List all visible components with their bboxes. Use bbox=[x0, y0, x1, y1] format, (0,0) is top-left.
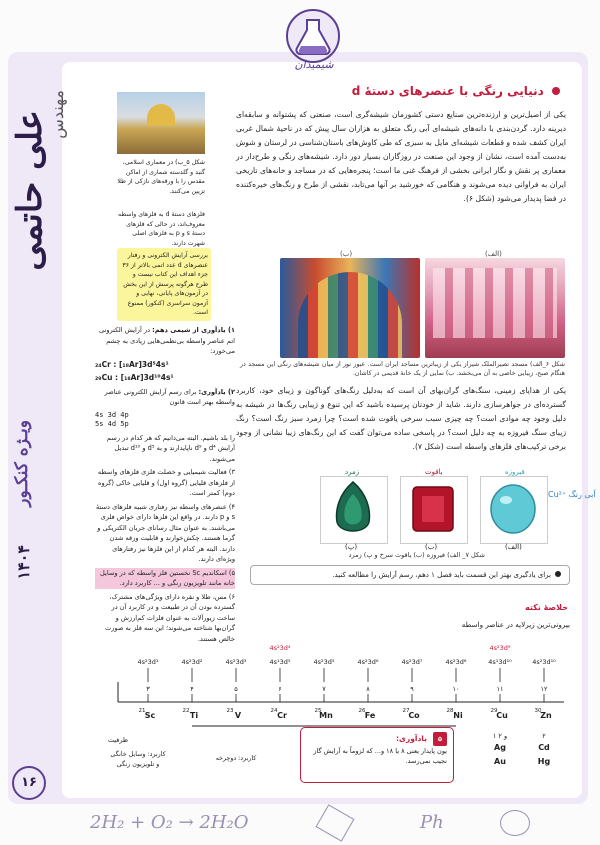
reminder2-more: را بلد باشیم. البته می‌دانیم که هر کدام در رسم آرایش d⁴ و d⁹ ناپایدارند و به d⁵ و d¹⁰ تبدیل می‌شوند. bbox=[106, 433, 235, 463]
group-number: ۹ bbox=[410, 685, 414, 693]
title-bullet-icon bbox=[552, 87, 560, 95]
exception-config-cu: 4s²3d⁹ bbox=[489, 644, 511, 652]
group-number: ۷ bbox=[322, 685, 326, 693]
element-ag: Ag bbox=[494, 743, 506, 752]
reminder-notes bbox=[95, 325, 235, 647]
photo-label-b: (ب) bbox=[340, 250, 353, 258]
config-label: 4s²3d⁶ bbox=[357, 658, 379, 666]
gems-paragraph: یکی از هدایای زمینی، سنگ‌های گران‌بهای آن است که به‌دلیل رنگ‌های گوناگون و زیبای خود، کاربرد گسترده‌ای در جواهرسازی دارند. شاید از خودتان پرسیده باشید که این تنوع و زیبایی رنگ‌ها در شیشه به دلیل وجود چه موادی است؟ چه چیزی سبب سرخی یاقوت شده است؟ چرا زمرد سبز رنگ است؟ رنگ زیبای سنگ فیروزه به چه دلیل است؟ در پاسخی ساده می‌توان گفت که این رنگ‌های زیبا نشانی از وجود برخی ترکیب‌های فلزهای واسطه است (شکل ۷). bbox=[236, 386, 566, 451]
atomic-number: 24 bbox=[270, 708, 278, 714]
group-number: ۶ bbox=[278, 685, 282, 693]
reminder5: ۵) اسکاندیم Sc نخستین فلز واسطه که در وسایل خانه مانند تلویزیون رنگی و ... کاربرد دارد. bbox=[95, 568, 235, 589]
phenyl-label: Ph bbox=[420, 812, 444, 833]
section-title-text: دنیایی رنگی با عنصرهای دستهٔ d bbox=[351, 84, 544, 98]
reminder-box-text: یون پایدار یعنی ۸ یا ۱۸ و... که لزوماً به آرایش گاز نجیب نمی‌رسد. bbox=[313, 747, 447, 765]
reminder1-title: ۱) یادآوری از شیمی دهم: bbox=[152, 326, 235, 334]
config-label: 4s¹3d¹⁰ bbox=[488, 658, 512, 666]
cu-ion-label: Cu²⁺ آبی رنگ bbox=[548, 490, 596, 499]
element-symbol: V bbox=[234, 711, 242, 720]
atomic-number: 27 bbox=[402, 708, 410, 714]
element-symbol: Co bbox=[408, 711, 420, 720]
reminder-box bbox=[300, 727, 454, 783]
cr-config: ₂₄Cr : [₁₈Ar]3d⁵4s¹ bbox=[95, 359, 169, 369]
note-bullet-icon bbox=[555, 571, 561, 577]
reminder1-text: در آرایش الکترونی اتم عناصر واسطه بی‌نظمی‌هایی زیادی به چشم می‌خورد: bbox=[99, 326, 235, 355]
reminder-box-title: یادآوری: bbox=[396, 734, 427, 743]
cu-config: ₂₉Cu : [₁₈Ar]3d¹⁰4s¹ bbox=[95, 373, 174, 382]
hint-line: بیرونی‌ترین زیرلایه در عناصر واسطه bbox=[461, 620, 570, 629]
molecule-icon bbox=[500, 810, 530, 836]
reminder2-title: ۲) یادآوری: bbox=[198, 387, 235, 396]
config-label: 4s²3d³ bbox=[225, 658, 247, 666]
atomic-number: 22 bbox=[182, 708, 190, 714]
atomic-number: 26 bbox=[358, 708, 366, 714]
config-label: 4s²3d⁵ bbox=[313, 658, 335, 666]
config-label: 4s²3d⁷ bbox=[401, 658, 423, 666]
gem-label-b: (ب) bbox=[425, 543, 438, 551]
author-role: مهندس bbox=[48, 90, 67, 139]
nasir-mosque-photo bbox=[425, 258, 565, 358]
sc-use-line1: کاربرد: وسایل خانگی bbox=[110, 751, 166, 758]
kashan-window-photo bbox=[280, 258, 420, 358]
photo-label-a: (الف) bbox=[485, 250, 502, 258]
ruby-gem-icon bbox=[410, 484, 456, 534]
ti-use: کاربرد: دوچرخه bbox=[215, 755, 257, 762]
atomic-number: 30 bbox=[534, 708, 542, 714]
gem-name-turquoise: فیروزه bbox=[505, 468, 525, 476]
flask-logo-icon bbox=[283, 6, 343, 66]
study-note-box bbox=[250, 565, 570, 585]
atomic-number: 21 bbox=[138, 708, 146, 714]
element-hg: Hg bbox=[537, 757, 551, 766]
page-number: ۱۶ bbox=[12, 766, 46, 800]
element-symbol: Ni bbox=[453, 711, 463, 720]
atomic-number: 23 bbox=[226, 708, 234, 714]
hint-title: خلاصهٔ نکته bbox=[525, 603, 568, 612]
atomic-number: 29 bbox=[490, 708, 498, 714]
reminder2-text: برای رسم آرایش الکترونی عناصر واسطه بهتر است قانون bbox=[104, 387, 235, 406]
reminder4: ۴) عنصرهای واسطه نیز رفتاری شبیه فلزهای دستهٔ s و p دارند. در واقع این فلزها دارای خواص فلزی می‌باشند. به عنوان مثال رسانای جریان الکتریکی و گرما هستند. چکش‌خوارند و قابلیت ورقه شدن دارند. البته هر کدام از این فلزها نیز رفتارهای ویژه‌ای دارند. bbox=[96, 502, 235, 563]
side-warning-note: بررسی آرایش الکترونی و رفتار عنصرهای d عدد اتمی بالاتر از ۳۶ جزء اهداف این کتاب نیست و طرح هرگونه پرسش از این بخش در آزمون‌های پایانی، نهایی و آزمون سراسری (کنکور) ممنوع است. bbox=[117, 248, 211, 321]
element-symbol: Sc bbox=[144, 711, 156, 720]
sc-use-line2: و تلویزیون رنگی bbox=[116, 761, 160, 768]
config-label: 4s²3d² bbox=[181, 658, 203, 666]
intro-paragraph: یکی از اصیل‌ترین و ارزنده‌ترین صنایع دستی کشورمان شیشه‌گری است، صنعتی که پشتوانه و سابقه‌ای دیرینه دارد. گردن‌بندی با دانه‌های شیشه‌ای آبی رنگ متعلق به هزاران سال پیش که در ناحیهٔ شمال غربی ایران کشف شده و قطعات شیشه‌ای مایل به سبزی که طی کاوش‌های باستان‌شناسی در لرستان و شوش به‌دست آمده است، نشان از وجود این صنعت در روزگاران بسیار دور دارد. شیشه‌های رنگی و طرح‌دار در معماری پر نقش و نگار ایرانی بخشی از فرهنگ غنی ما است؛ پنجره‌هایی که در مساجد و خانه‌های تاریخی ایران به فراوانی دیده می‌شوند و هنگامی که خورشید بر آنها می‌تابد، نقشی از طرح و رنگ‌های خیره‌کننده در فضا پدیدار می‌شود (شکل ۶). bbox=[236, 110, 566, 203]
figure7-caption: شکل ۷_ الف) فیروزه (ب) یاقوت سرخ و پ) زمرد bbox=[348, 551, 485, 559]
section-title bbox=[350, 84, 560, 98]
group-number: ۱۱ bbox=[496, 685, 504, 693]
study-note-text: برای یادگیری بهتر این قسمت باید فصل ۱ دهم، رسم آرایش را مطالعه کنید. bbox=[332, 571, 551, 579]
atomic-number: 28 bbox=[446, 708, 454, 714]
figure5-caption: شکل ۵_ب) در معماری اسلامی، گنبد و گلدسته شماری از اماکن مقدس را با ورقه‌های نازکی از طلا تزیین می‌کنند. bbox=[117, 159, 205, 195]
bottom-decoration bbox=[70, 806, 590, 842]
turquoise-gem-icon bbox=[488, 482, 538, 536]
config-label: 4s²3d¹ bbox=[137, 658, 159, 666]
element-symbol: Mn bbox=[319, 711, 333, 720]
water-formula: 2H₂ + O₂ → 2H₂O bbox=[90, 812, 249, 833]
element-au: Au bbox=[494, 757, 506, 766]
gem-name-emerald: زمرد bbox=[345, 468, 360, 476]
zn-charge-note: ۲ bbox=[542, 732, 546, 740]
group-number: ۸ bbox=[366, 685, 370, 693]
subshell-row-2: 5s 4d 5p bbox=[95, 419, 129, 428]
element-symbol: Ti bbox=[189, 711, 199, 720]
reminder-number: ۵ bbox=[433, 732, 447, 746]
emerald-gem-icon bbox=[333, 480, 373, 538]
element-symbol: Cr bbox=[277, 711, 287, 720]
group-number: ۱۲ bbox=[540, 685, 548, 693]
reminder6: ۶) مس، طلا و نقره دارای ویژگی‌های مشترک، گسترده بودن آن در طبیعت و در کاربرد آن در ساخت زیورآلات به عنوان فلزات کم‌ارزش و گران‌بها شناخته می‌شوند؛ این سه فلز به صورت خالص هستند. bbox=[105, 592, 235, 643]
config-label: 4s²3d¹⁰ bbox=[532, 658, 556, 666]
year-label: ۱۴۰۴ bbox=[14, 545, 33, 580]
group-number: ۴ bbox=[190, 685, 194, 693]
figure6-caption: شکل ۶_الف) مسجد نصیرالملک شیراز یکی از زیباترین مساجد ایران است. عبور نور از میان شیشه‌های رنگی این مسجد در هنگام صبح، زیبایی خاصی به آن می‌بخشد. ب) نمایی از یک خانهٔ قدیمی در کاشان. bbox=[240, 361, 565, 377]
side-bullet-text: فلزهای دستهٔ d به فلزهای واسطه معروف‌اند، در حالی که فلزهای دستهٔ s و p به فلزهای اصلی شهرت دارند. bbox=[117, 211, 205, 247]
group-number: ۱۰ bbox=[452, 685, 460, 693]
gem-label-a: (الف) bbox=[505, 543, 522, 551]
author-name: علی حاتمی bbox=[10, 110, 50, 271]
config-label: 4s²3d⁸ bbox=[445, 658, 467, 666]
edition-label: ویـژه کنکـور bbox=[12, 420, 32, 507]
benzene-ring-icon bbox=[316, 804, 355, 842]
element-cd: Cd bbox=[538, 743, 550, 752]
element-symbol: Fe bbox=[364, 711, 376, 720]
exception-config-cr: 4s²3d⁴ bbox=[269, 644, 291, 652]
group-number: ۳ bbox=[146, 685, 150, 693]
gem-label-p: (پ) bbox=[345, 543, 358, 551]
reminder3: ۳) فعالیت شیمیایی و خصلت فلزی فلزهای واسطه از فلزهای قلیایی (گروه اول) و قلیایی خاکی (گروه دوم) کمتر است. bbox=[97, 468, 235, 497]
subshell-diagram bbox=[95, 411, 235, 429]
cu-charge-note: ۱ و ۲ bbox=[492, 732, 508, 740]
brand-logo-text: شیمیدان bbox=[294, 58, 334, 71]
gem-name-ruby: یاقوت bbox=[425, 468, 443, 476]
element-symbol: Zn bbox=[540, 711, 552, 720]
atomic-number: 25 bbox=[314, 708, 322, 714]
config-label: 4s¹3d⁵ bbox=[269, 658, 291, 666]
valence-label: ظرفیت bbox=[107, 736, 129, 744]
element-symbol: Cu bbox=[496, 711, 508, 720]
group-number: ۵ bbox=[234, 685, 238, 693]
shrine-photo bbox=[117, 92, 205, 154]
subshell-row-1: 4s 3d 4p bbox=[95, 410, 129, 419]
